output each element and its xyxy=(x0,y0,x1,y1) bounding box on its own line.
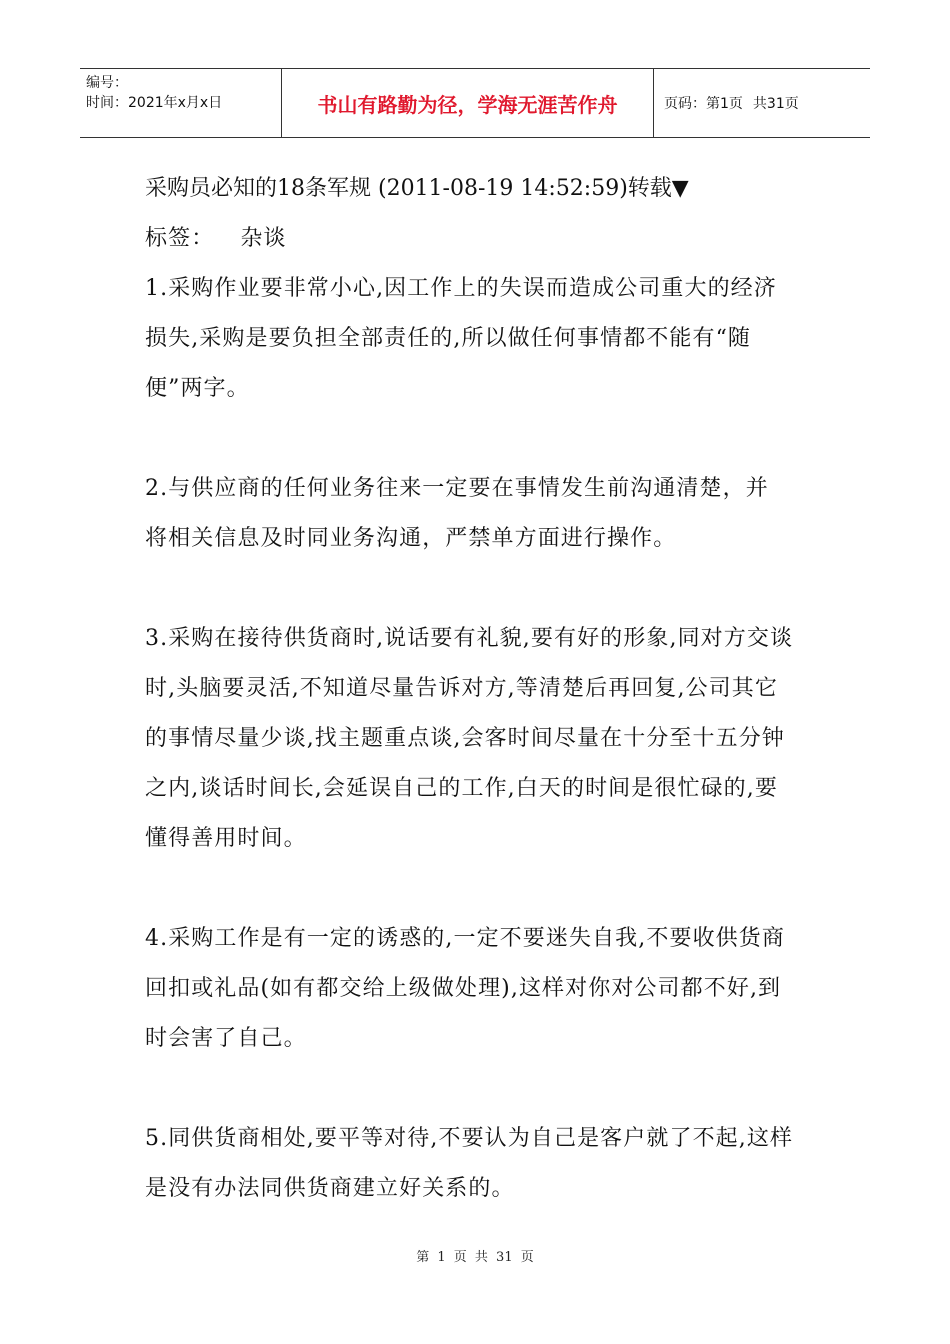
document-time-label: 时间：2021年x月x日 xyxy=(86,95,223,111)
document-number-label: 编号： xyxy=(86,75,128,91)
paragraph-line: 2.与供应商的任何业务往来一定要在事情发生前沟通清楚，并 xyxy=(145,476,769,501)
document-body xyxy=(145,164,815,1214)
paragraph-line: 1.采购作业要非常小心,因工作上的失误而造成公司重大的经济 xyxy=(145,276,777,301)
paragraph-4 xyxy=(145,914,815,1064)
page-footer: 第 1 页 共 31 页 xyxy=(416,1250,534,1265)
header-meta-cell xyxy=(80,69,282,137)
paragraph-line: 便”两字。 xyxy=(145,376,250,401)
header-page-cell xyxy=(654,69,870,137)
paragraph-line: 损失,采购是要负担全部责任的,所以做任何事情都不能有“随 xyxy=(145,326,752,351)
header-page-number: 页码：第1页 xyxy=(664,96,743,112)
paragraph-line: 5.同供货商相处,要平等对待,不要认为自己是客户就了不起,这样 xyxy=(145,1126,794,1151)
paragraph-spacer xyxy=(145,864,815,914)
paragraph-line: 的事情尽量少谈,找主题重点谈,会客时间尽量在十分至十五分钟 xyxy=(145,726,785,751)
paragraph-line: 将相关信息及时同业务沟通，严禁单方面进行操作。 xyxy=(145,526,677,551)
paragraph-line: 之内,谈话时间长,会延误自己的工作,白天的时间是很忙碌的,要 xyxy=(145,776,778,801)
paragraph-1 xyxy=(145,264,815,414)
paragraph-spacer xyxy=(145,1064,815,1114)
paragraph-spacer xyxy=(145,414,815,464)
paragraph-line: 时会害了自己。 xyxy=(145,1026,307,1051)
header-slogan: 书山有路勤为径，学海无涯苦作舟 xyxy=(282,69,654,137)
paragraph-line: 懂得善用时间。 xyxy=(145,826,307,851)
paragraph-line: 3.采购在接待供货商时,说话要有礼貌,要有好的形象,同对方交谈 xyxy=(145,626,794,651)
tag-label: 标签： xyxy=(145,226,215,251)
paragraph-line: 时,头脑要灵活,不知道尽量告诉对方,等清楚后再回复,公司其它 xyxy=(145,676,778,701)
article-tags xyxy=(145,214,815,264)
paragraph-2 xyxy=(145,464,815,564)
tag-value: 杂谈 xyxy=(240,226,287,251)
paragraph-line: 是没有办法同供货商建立好关系的。 xyxy=(145,1176,515,1201)
paragraph-line: 回扣或礼品(如有都交给上级做处理),这样对你对公司都不好,到 xyxy=(145,976,782,1001)
paragraph-line: 4.采购工作是有一定的诱惑的,一定不要迷失自我,不要收供货商 xyxy=(145,926,785,951)
article-title: 采购员必知的18条军规 (2011-08-19 14:52:59)转载▼ xyxy=(145,176,689,201)
header-page-total: 共31页 xyxy=(752,96,799,112)
page-header xyxy=(80,68,870,138)
paragraph-5 xyxy=(145,1114,815,1214)
paragraph-3 xyxy=(145,614,815,864)
paragraph-spacer xyxy=(145,564,815,614)
